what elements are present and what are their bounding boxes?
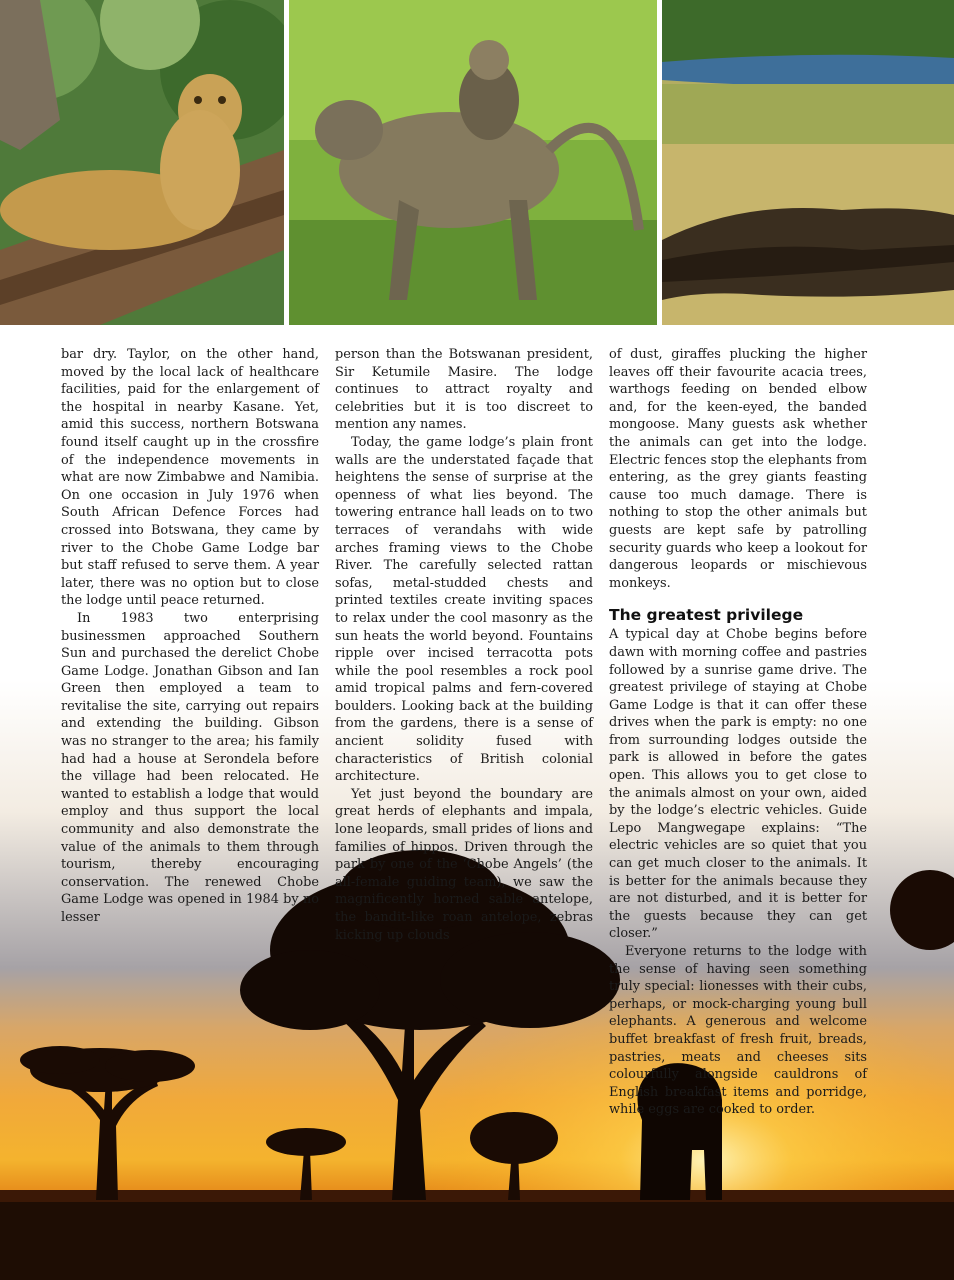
paragraph: person than the Botswanan president, Sir Ketumile Masire. The lodge continues to attract royalty and celebrities but it is too discreet to mention any names. — [335, 347, 593, 433]
herd-photo — [662, 0, 954, 325]
herd-illustration — [662, 0, 954, 325]
paragraph: Everyone returns to the lodge with the sense of having seen something truly special: lionesses with their cubs, perhaps, or mock-charging young bull elephants. A generous and welcome buffet breakfast of fresh fruit, breads, pastries, meats and cheeses sits colourfully alongside cauldrons of English breakfast items and porridge, while eggs are cooked to order. — [609, 944, 867, 1118]
baboon-photo — [289, 0, 657, 325]
paragraph: A typical day at Chobe begins before dawn with morning coffee and pastries followed by a sunrise game drive. The greatest privilege of staying at Chobe Game Lodge is that it can offer these drives when the park is empty: no one from surrounding lodges outside the park is allowed in before the gates open. This allows you to get close to the animals almost on your own, aided by the lodge’s electric vehicles. Guide Lepo Mangwegape explains: “The electric vehicles are so quiet that you can get much closer to the animals. It is better for the animals because they are not disturbed, and it is better for the guests because they can get closer.” — [609, 627, 867, 942]
section-heading: The greatest privilege — [609, 606, 804, 625]
text-column-2 — [335, 346, 593, 944]
paragraph: of dust, giraffes plucking the higher leaves off their favourite acacia trees, warthogs feeding on bended elbow and, for the keen-eyed, the banded mongoose. Many guests ask whether the animals can get into the lodge. Electric fences stop the elephants from entering, as the grey giants feasting cause too much damage. There is nothing to stop the other animals but guests are kept safe by patrolling security guards who keep a lookout for dangerous leopards or mischievous monkeys. — [609, 347, 867, 591]
paragraph: Yet just beyond the boundary are great herds of elephants and impala, lone leopards, small prides of lions and families of hippos. Driven through the park by one of the ‘Chobe Angels’ (the all-female guiding team), we saw the magnificently horned sable antelope, the bandit-like roan antelope, zebras kicking up clouds — [335, 786, 593, 943]
text-column-1 — [61, 346, 319, 927]
paragraph: bar dry. Taylor, on the other hand, moved by the local lack of healthcare facilities, paid for the enlargement of the hospital in nearby Kasane. Yet, amid this success, northern Botswana found itself caught up in the crossfire of the independence movements in what are now Zimbabwe and Namibia. On one occasion in July 1976 when South African Defence Forces had crossed into Botswana, they came by river to the Chobe Game Lodge bar but staff refused to serve them. A year later, there was no option but to close the lodge until peace returned. — [61, 347, 319, 609]
paragraph: In 1983 two enterprising businessmen approached Southern Sun and purchased the derelict Chobe Game Lodge. Jonathan Gibson and Ian Green then employed a team to revitalise the site, carrying out repairs and extending the building. Gibson was no stranger to the area; his family had had a house at Serondela before the village had been relocated. He wanted to establish a lodge that would employ and thus support the local community and also demonstrate the value of the animals to them through tourism, thereby encouraging conservation. The renewed Chobe Game Lodge was opened in 1984 by no lesser — [61, 610, 319, 925]
leopard-photo — [0, 0, 284, 325]
baboon-illustration — [289, 0, 657, 325]
leopard-illustration — [0, 0, 284, 325]
text-column-3 — [609, 346, 867, 1119]
paragraph: Today, the game lodge’s plain front walls are the understated façade that heightens the sense of surprise at the openness of what lies beyond. The towering entrance hall leads on to two terraces of verandahs with wide arches framing views to the Chobe River. The carefully selected rattan sofas, metal-studded chests and printed textiles create inviting spaces to relax under the cool masonry as the sun heats the world beyond. Fountains ripple over incised terracotta pots while the pool resembles a rock pool amid tropical palms and fern-covered boulders. Looking back at the building from the gardens, there is a sense of ancient solidity fused with characteristics of British colonial architecture. — [335, 434, 593, 785]
